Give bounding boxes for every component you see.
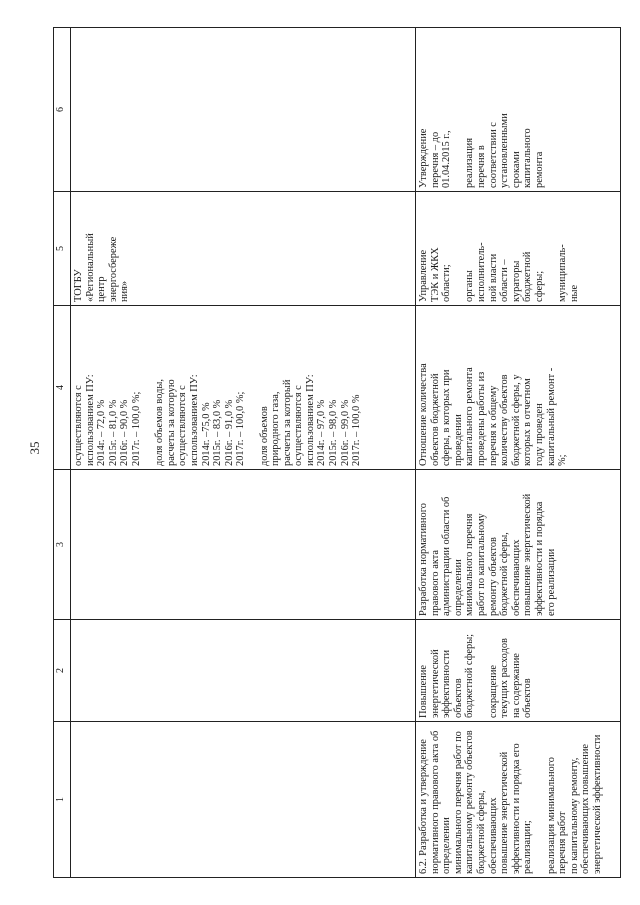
table-cell: ТОГБУ «Региональный центр энергосбереже ния»	[71, 192, 416, 306]
column-header: 1	[54, 722, 71, 878]
measures-table	[53, 27, 621, 878]
table-sheet	[53, 28, 621, 878]
table-cell	[71, 620, 416, 722]
column-header: 5	[54, 192, 71, 306]
table-cell: осуществляются с использованием ПУ: 2014г. – 72,0 % 2015г. – 81,0 % 2016г. – 90,0 % 2017г. – 100,0 %; доля объемов воды, расчеты за которую осуществляются с использованием ПУ: 2014г. –75,0 % 2015г. – 83,0 % 2016г. – 91,0 % 2017г. – 100,0 %; доля объемов природного газа, расчеты за который осуществляются с использованием ПУ: 2014г. – 97,0 % 2015г. – 98,0 % 2016г. – 99,0 % 2017г. – 100,0 %	[71, 306, 416, 470]
table-cell: Утверждение перечня – до 01.04.2015 г., реализация перечня в соответствии с установленными сроками капитального ремонта	[416, 28, 621, 192]
column-header: 2	[54, 620, 71, 722]
table-cell: Разработка нормативного правового акта администрации области об определении минимального перечня работ по капитальному ремонту объектов бюджетной сферы, обеспечивающих повышение энергетической эффективности и порядка его реализации	[416, 470, 621, 620]
table-cell	[71, 28, 416, 192]
table-row	[416, 28, 621, 878]
table-cell: 6.2. Разработка и утверждение нормативного правового акта об определении минимального перечня работ по капитальному ремонту объектов бюджетной сферы, обеспечивающих повышение энергетической эффективности и порядка его реализации; реализация минимального перечня работ по капитальному ремонту, обеспечивающих повышение энергетической эффективности	[416, 722, 621, 878]
table-cell	[71, 470, 416, 620]
table-cell: Повышение энергетической эффективности объектов бюджетной сферы; сокращение текущих расходов на содержание объектов	[416, 620, 621, 722]
table-cell	[71, 722, 416, 878]
page-number: 35	[27, 441, 42, 455]
table-cell: Отношение количества объектов бюджетной сферы, в которых при проведении капитального ремонта проведены работы из перечня к общему количеству объектов бюджетной сферы, у которых в отчетном году проведен капитальный ремонт - %;	[416, 306, 621, 470]
table-cell: Управление ТЭК и ЖКХ области; органы исполнитель- ной власти области – кураторы бюджетной сферы; муниципаль- ные	[416, 192, 621, 306]
table-row	[71, 28, 416, 878]
column-header: 6	[54, 28, 71, 192]
header-row	[54, 28, 71, 878]
column-header: 3	[54, 470, 71, 620]
column-header: 4	[54, 306, 71, 470]
